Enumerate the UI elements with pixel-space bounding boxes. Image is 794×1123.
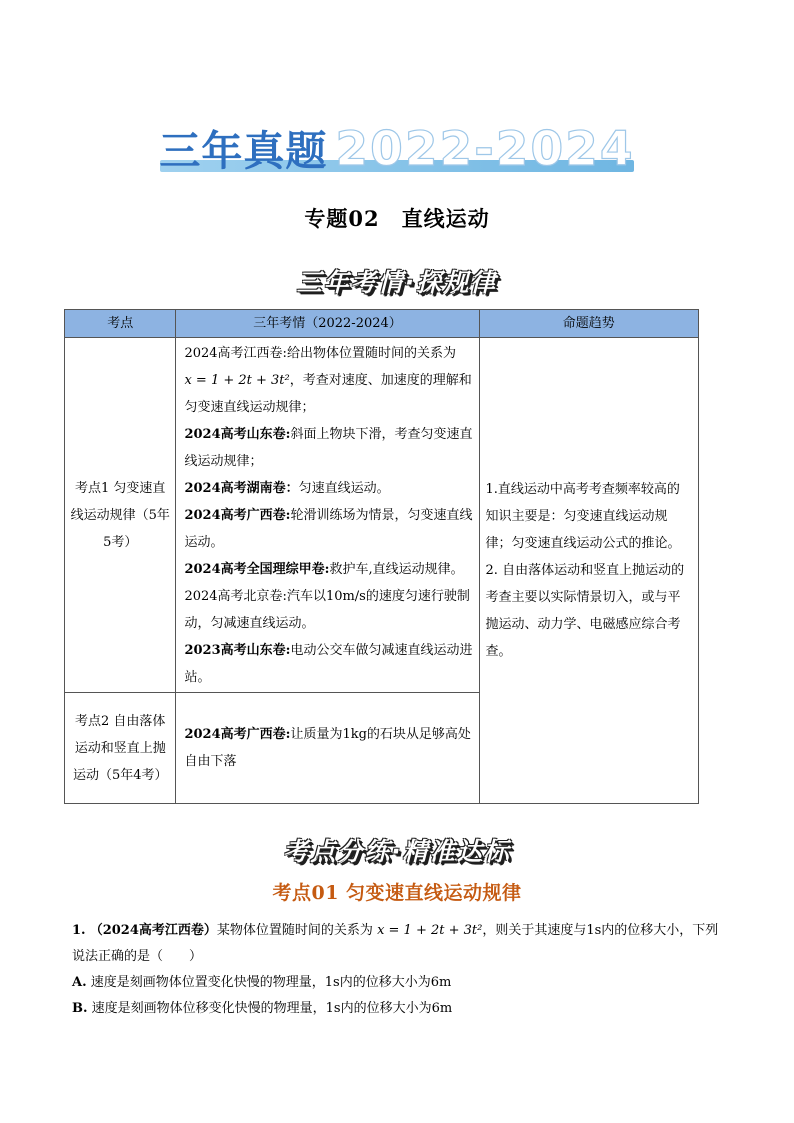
question-formula: x = 1 + 2t + 3t²: [377, 923, 483, 938]
banner-title-years: 2022-2024: [335, 122, 635, 177]
list-item: 2024高考全国理综甲卷:救护车,直线运动规律。: [184, 561, 464, 577]
list-item: 2024高考湖南卷：匀速直线运动。: [184, 480, 390, 496]
position-formula: x = 1 + 2t + 3t²: [184, 372, 290, 388]
header-years: 三年考情（2022-2024）: [176, 310, 479, 338]
exam-analysis-table: [64, 309, 699, 804]
knowledge-point-title: 考点01 匀变速直线运动规律: [272, 882, 522, 904]
list-item: 2023高考山东卷:电动公交车做匀减速直线运动进站。: [184, 642, 473, 685]
trend-point-1: 1.直线运动中高考考查频率较高的知识主要是：匀变速直线运动规律；匀变速直线运动公式的推论。: [485, 482, 681, 551]
topic-cell: 考点1 匀变速直线运动规律（5年5考）: [65, 338, 176, 693]
list-item: 2024高考广西卷:让质量为1kg的石块从足够高处自由下落: [184, 727, 471, 769]
table-row: [65, 338, 699, 693]
subject-name: 直线运动: [401, 206, 490, 231]
subject-title: [0, 203, 794, 233]
header-topic: 考点: [65, 310, 176, 338]
table-header-row: [65, 310, 699, 338]
subject-label: 专题02: [304, 206, 380, 231]
title-banner: [0, 118, 794, 177]
topic-cell: 考点2 自由落体运动和竖直上抛运动（5年4考）: [65, 693, 176, 804]
question-1: [72, 918, 724, 1022]
section-banner-practice: 考点分练·精准达标: [283, 837, 511, 866]
list-item: 2024高考江西卷:给出物体位置随时间的关系为 x = 1 + 2t + 3t²，考查对速度、加速度的理解和匀变速直线运动规律；: [184, 345, 472, 415]
years-cell: [176, 693, 479, 804]
banner-title-main: 三年真题: [159, 127, 328, 175]
question-stem: 1. （2024高考江西卷）某物体位置随时间的关系为 x = 1 + 2t + 3t²，则关于其速度与1s内的位移大小，下列说法正确的是（ ）: [72, 923, 719, 964]
header-trend: 命题趋势: [479, 310, 698, 338]
years-cell: [176, 338, 479, 693]
section-banner-analysis: 三年考情·探规律: [296, 268, 498, 297]
trend-point-2: 2. 自由落体运动和竖直上抛运动的考查主要以实际情景切入，或与平抛运动、动力学、电磁感应综合考查。: [485, 563, 685, 659]
option-a: A. 速度是刻画物体位置变化快慢的物理量，1s内的位移大小为6m: [72, 975, 452, 990]
list-item: 2024高考北京卷:汽车以10m/s的速度匀速行驶制动，匀减速直线运动。: [184, 588, 470, 631]
option-b: B. 速度是刻画物体位移变化快慢的物理量，1s内的位移大小为6m: [72, 1001, 453, 1016]
list-item: 2024高考山东卷:斜面上物块下滑，考查匀变速直线运动规律；: [184, 426, 473, 469]
trend-cell: [479, 338, 698, 804]
list-item: 2024高考广西卷:轮滑训练场为情景，匀变速直线运动。: [184, 507, 473, 550]
